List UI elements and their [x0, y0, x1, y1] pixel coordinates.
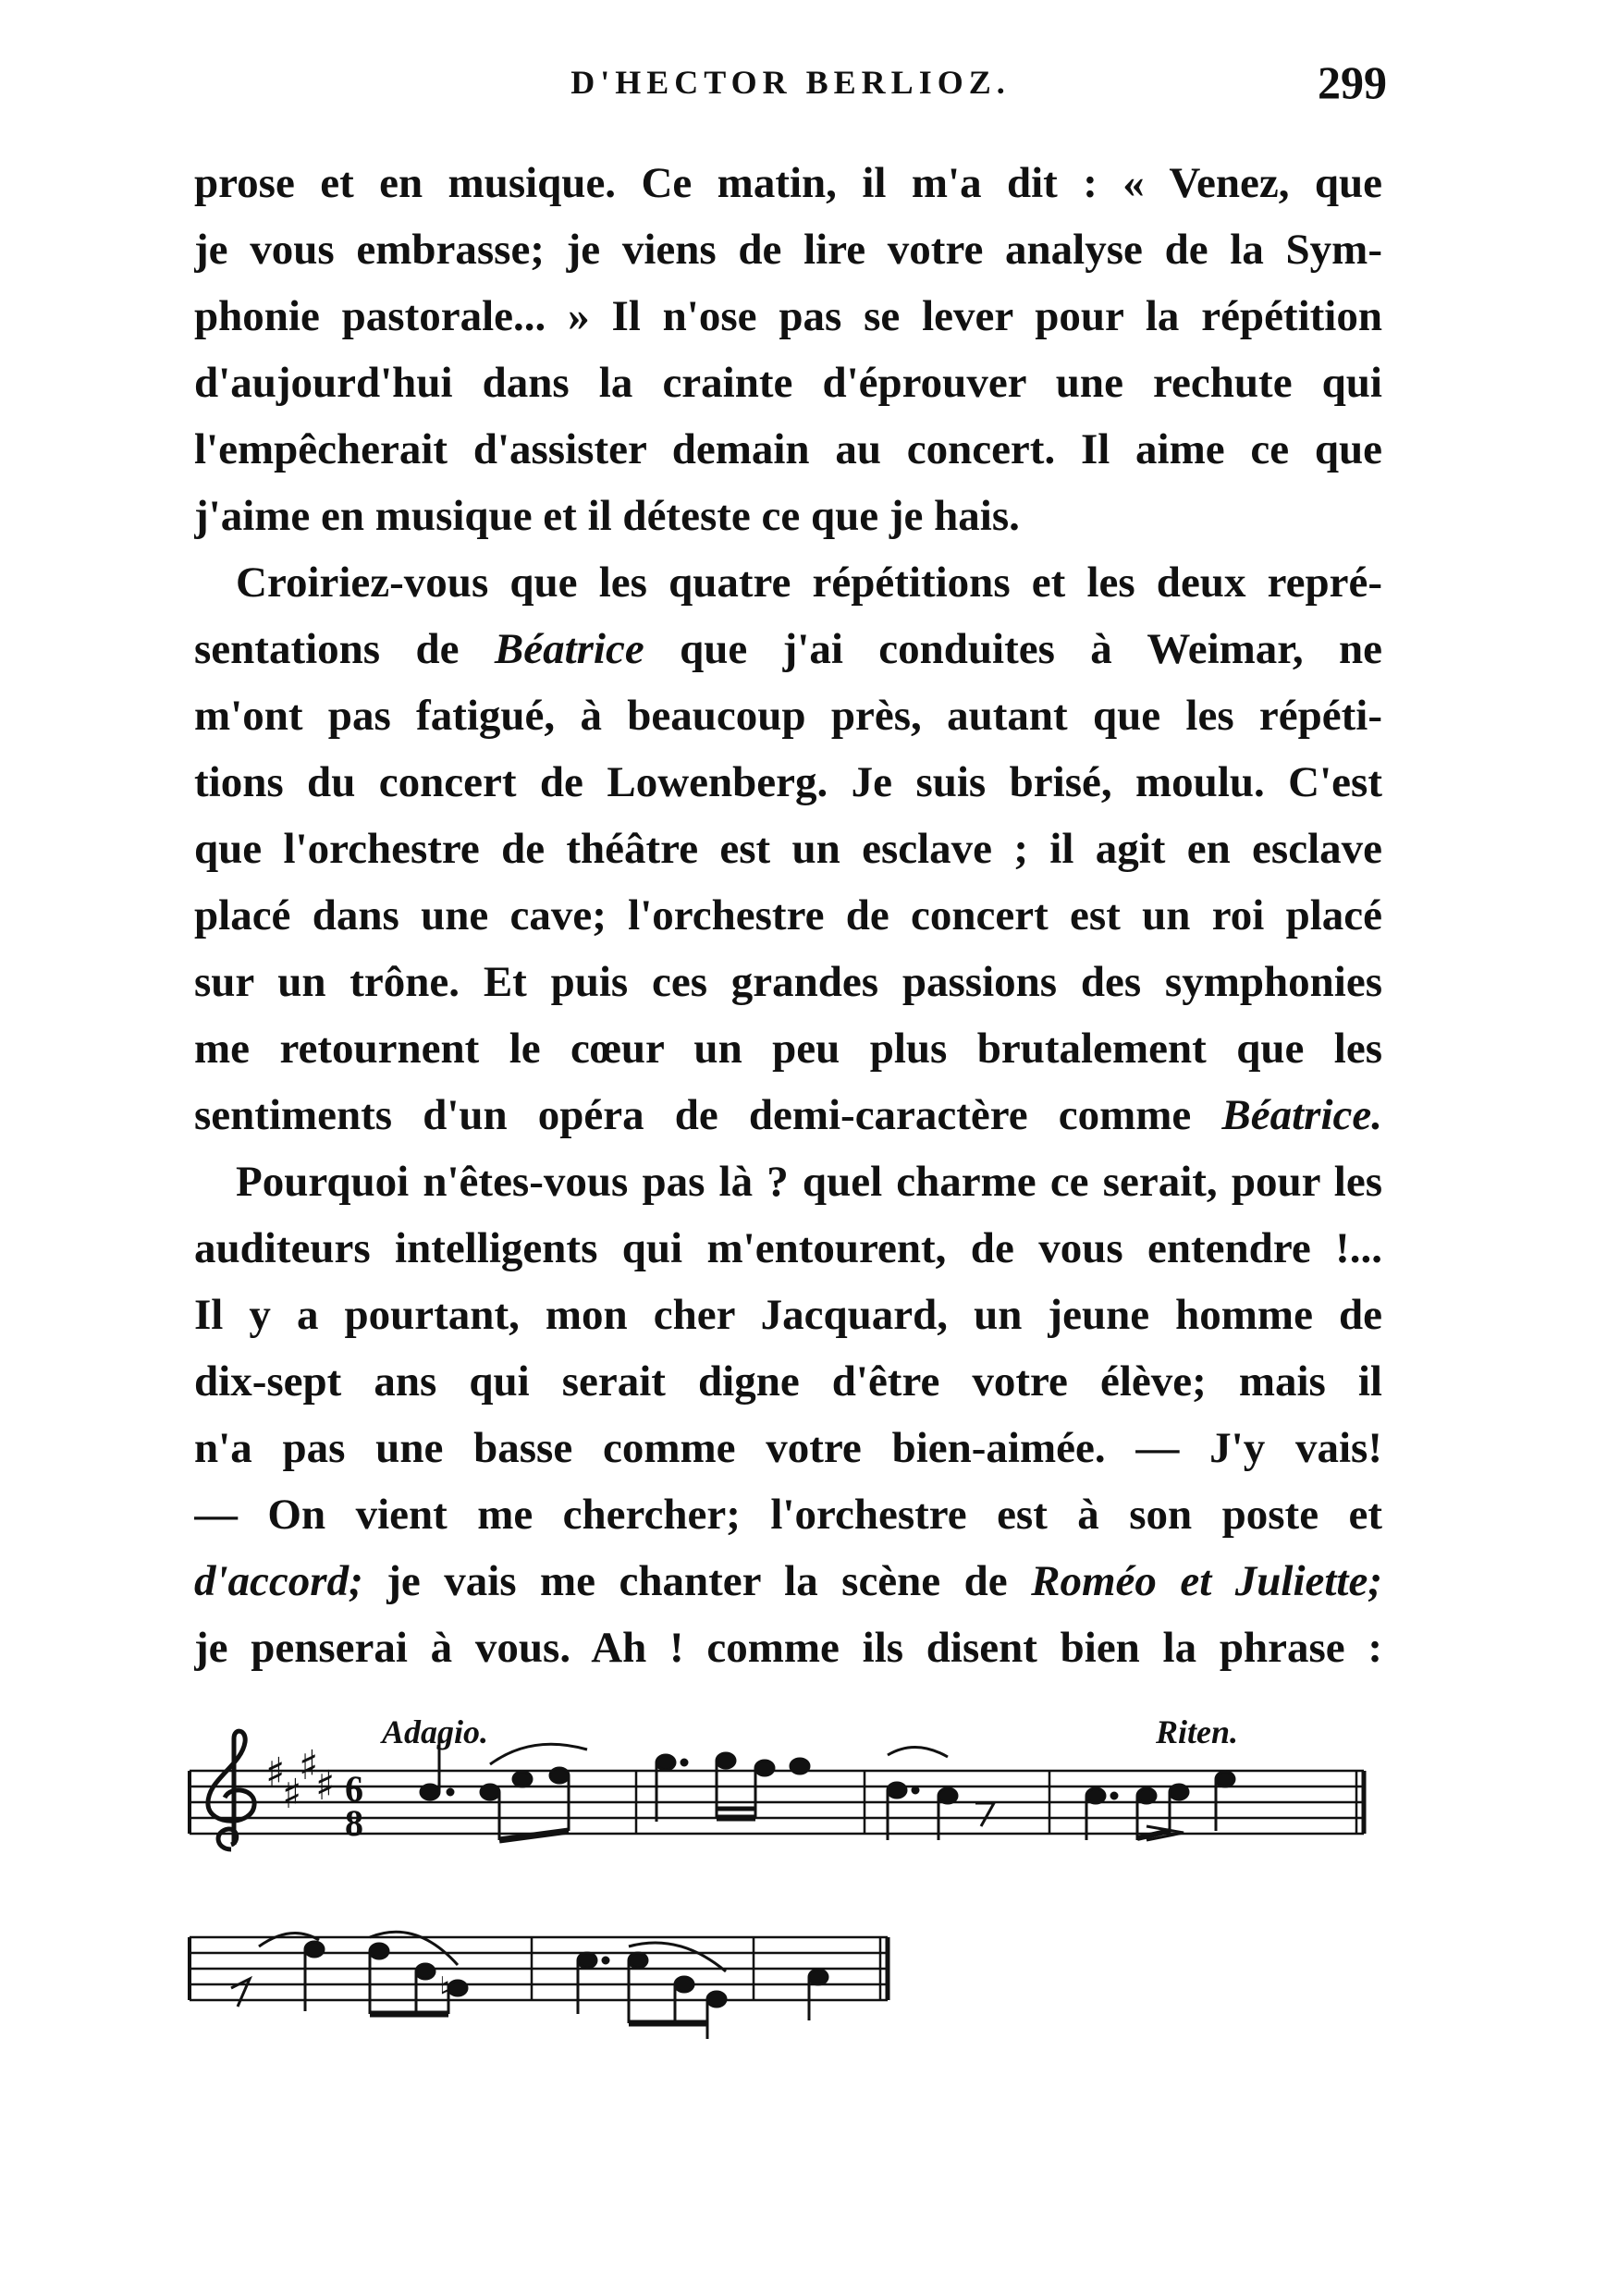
text-line: dix-sept ans qui serait digne d'être votre élève; mais il [194, 1357, 1382, 1406]
italic-term: d'accord; [194, 1557, 363, 1605]
treble-clef-icon [208, 1731, 254, 1849]
italic-title: Béatrice [494, 625, 644, 673]
time-signature [345, 1768, 363, 1844]
running-title: D'HECTOR BERLIOZ. [570, 64, 1011, 101]
text-line: j'aime en musique et il déteste ce que je hais. [194, 492, 1020, 540]
music-example [180, 1701, 1392, 2081]
svg-text:♯: ♯ [315, 1762, 336, 1810]
svg-text:8: 8 [345, 1802, 363, 1844]
body-text [194, 150, 1382, 1681]
music-staff-graphic [180, 1701, 1392, 2081]
text-line: je penserai à vous. Ah ! comme ils disent bien la phrase : [194, 1624, 1382, 1672]
svg-text:♯: ♯ [282, 1771, 302, 1818]
svg-text:♮: ♮ [439, 1971, 451, 2007]
text-line [194, 616, 1382, 682]
text-line: n'a pas une basse comme votre bien-aimée. — J'y vais! [194, 1424, 1382, 1472]
text-run: je vais me chanter la scène de [362, 1557, 1032, 1605]
svg-text:6: 6 [345, 1768, 363, 1810]
text-line: auditeurs intelligents qui m'entourent, de vous entendre !... [194, 1224, 1382, 1272]
text-line: placé dans une cave; l'orchestre de concert est un roi placé [194, 891, 1382, 939]
text-line [194, 1548, 1382, 1615]
text-line: Pourquoi n'êtes-vous pas là ? quel charme ce serait, pour les [236, 1158, 1382, 1206]
text-line: Croiriez-vous que les quatre répétitions et les deux repré- [236, 559, 1382, 607]
tempo-marking-riten: Riten. [1156, 1713, 1239, 1750]
text-line: — On vient me chercher; l'orchestre est à son poste et [194, 1491, 1382, 1539]
svg-text:♯: ♯ [265, 1750, 286, 1797]
text-line: m'ont pas fatigué, à beaucoup près, autant que les répéti- [194, 692, 1382, 740]
text-line: d'aujourd'hui dans la crainte d'éprouver une rechute qui [194, 359, 1382, 407]
text-line: que l'orchestre de théâtre est un esclave ; il agit en esclave [194, 825, 1382, 873]
text-run: sentations de [194, 625, 495, 673]
text-line: prose et en musique. Ce matin, il m'a dit : « Venez, que [194, 159, 1382, 207]
text-line: phonie pastorale... » Il n'ose pas se lever pour la répétition [194, 292, 1382, 340]
text-line: me retournent le cœur un peu plus brutalement que les [194, 1025, 1382, 1073]
text-line: l'empêcherait d'assister demain au concert. Il aime ce que [194, 425, 1382, 473]
svg-text:♯: ♯ [299, 1742, 319, 1789]
text-line [194, 1082, 1382, 1148]
text-line: tions du concert de Lowenberg. Je suis brisé, moulu. C'est [194, 758, 1382, 806]
text-run: sentiments d'un opéra de demi-caractère comme [194, 1091, 1222, 1139]
text-line: je vous embrasse; je viens de lire votre analyse de la Sym- [194, 226, 1382, 274]
page-number: 299 [1318, 56, 1387, 108]
running-head [194, 56, 1387, 128]
key-signature-sharps [265, 1742, 335, 1818]
text-line: Il y a pourtant, mon cher Jacquard, un jeune homme de [194, 1291, 1382, 1339]
italic-title: Roméo et Juliette; [1031, 1557, 1382, 1605]
italic-title: Béatrice. [1221, 1091, 1382, 1139]
text-run: que j'ai conduites à Weimar, ne [644, 625, 1382, 673]
tempo-marking-adagio: Adagio. [382, 1713, 489, 1750]
text-line: sur un trône. Et puis ces grandes passions des symphonies [194, 958, 1382, 1006]
